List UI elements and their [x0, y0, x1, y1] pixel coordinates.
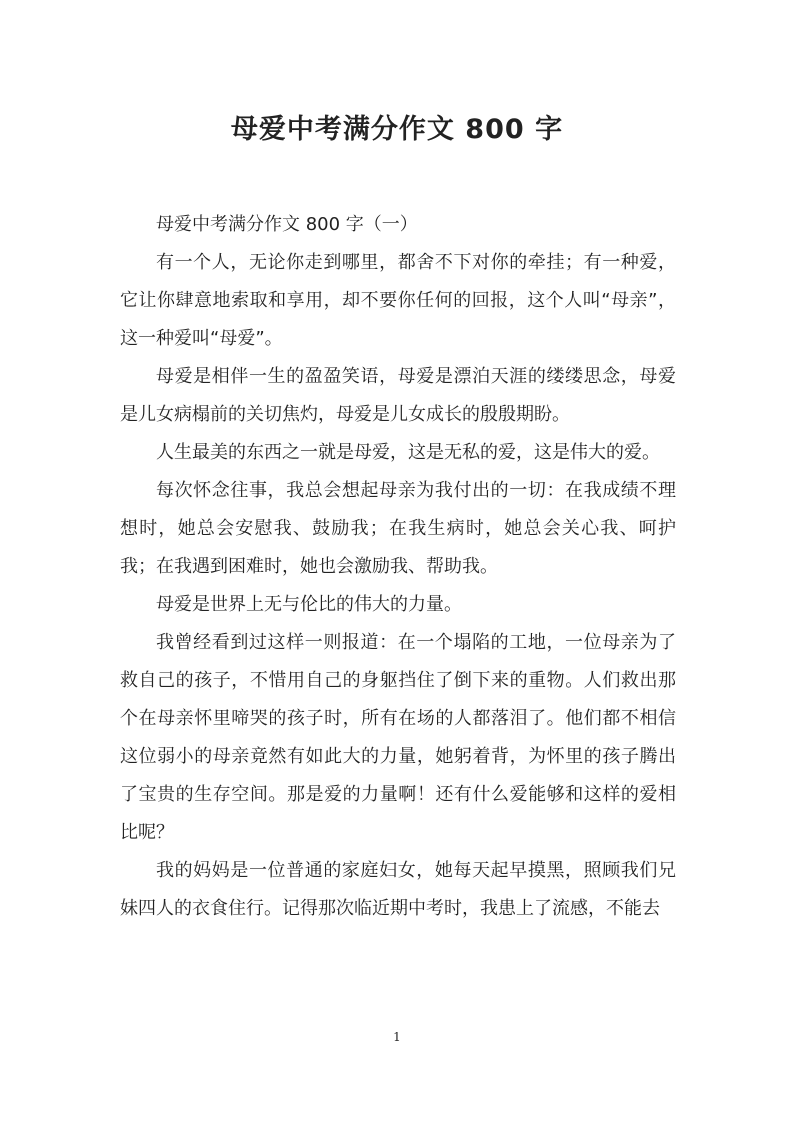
paragraph: 人生最美的东西之一就是母爱，这是无私的爱，这是伟大的爱。 — [156, 442, 660, 463]
paragraph-subtitle: 母爱中考满分作文 800 字（一） — [156, 214, 418, 235]
paragraph: 有一个人，无论你走到哪里，都舍不下对你的牵挂；有一种爱，它让你肆意地索取和享用，却不要你任何的回报，这个人叫“母亲”，这一种爱叫“母爱”。 — [120, 252, 676, 349]
paragraph: 母爱是相伴一生的盈盈笑语，母爱是漂泊天涯的缕缕思念，母爱是儿女病榻前的关切焦灼，母爱是儿女成长的殷殷期盼。 — [120, 366, 676, 425]
document-title: 母爱中考满分作文 800 字 — [230, 114, 564, 145]
paragraph: 我的妈妈是一位普通的家庭妇女，她每天起早摸黑，照顾我们兄妹四人的衣食住行。记得那次临近期中考时，我患上了流感，不能去 — [120, 860, 676, 919]
document-body — [120, 206, 676, 928]
page-number: 1 — [393, 1030, 401, 1044]
paragraph: 母爱是世界上无与伦比的伟大的力量。 — [156, 594, 462, 615]
paragraph: 我曾经看到过这样一则报道：在一个塌陷的工地，一位母亲为了救自己的孩子，不惜用自己的身躯挡住了倒下来的重物。人们救出那个在母亲怀里啼哭的孩子时，所有在场的人都落泪了。他们都不相信这位弱小的母亲竟然有如此大的力量，她躬着背，为怀里的孩子腾出了宝贵的生存空间。那是爱的力量啊！还有什么爱能够和这样的爱相比呢？ — [120, 632, 676, 843]
paragraph: 每次怀念往事，我总会想起母亲为我付出的一切：在我成绩不理想时，她总会安慰我、鼓励我；在我生病时，她总会关心我、呵护我；在我遇到困难时，她也会激励我、帮助我。 — [120, 480, 676, 577]
